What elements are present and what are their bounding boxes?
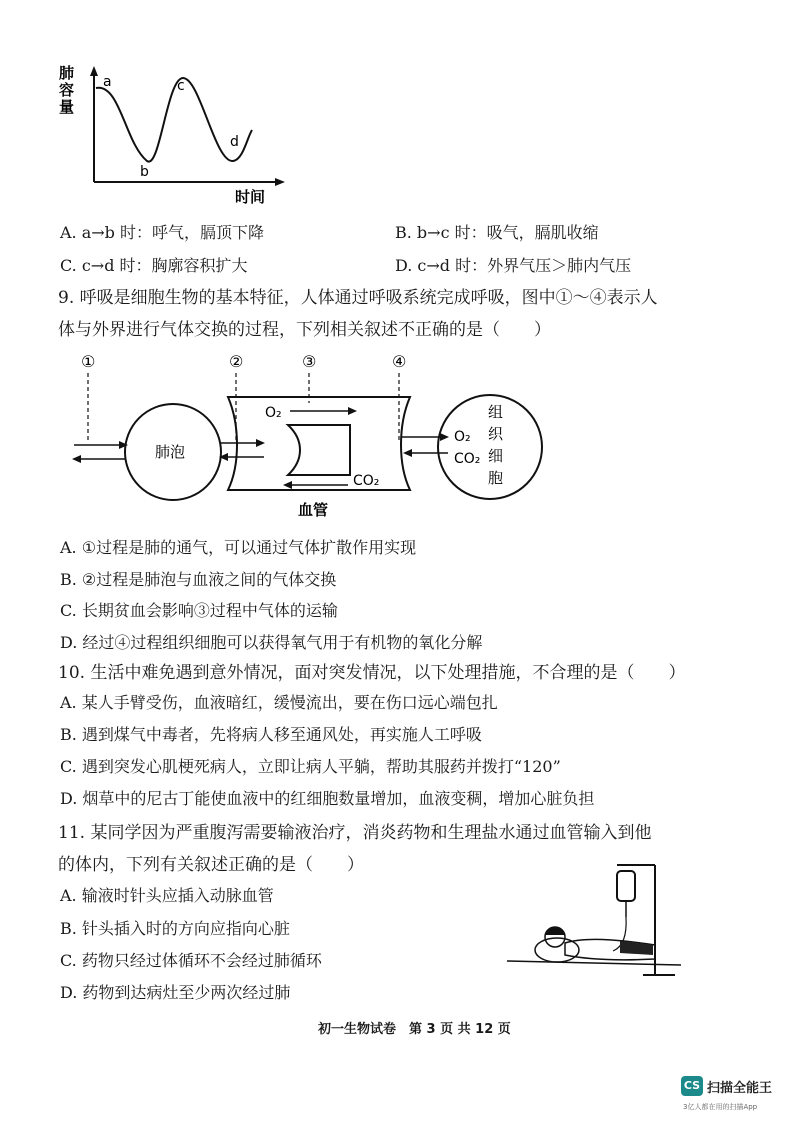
lung-volume-chart [55,58,295,208]
chart-ylabel-2: 容 [59,81,75,99]
chart-xlabel: 时间 [235,188,266,206]
chart-y-arrow [90,66,98,76]
q11-option-d: D. 药物到达病灶至少两次经过肺 [60,983,291,1002]
scanner-watermark [681,1076,791,1120]
iv-drip-illustration [505,855,705,985]
point-label-b: b [140,164,149,180]
cell-o2: O₂ [454,429,471,445]
point-label-c: c [177,78,185,94]
patient-hair [545,928,565,936]
marker-2: ② [229,352,244,371]
lung-volume-curve [96,78,252,162]
alveolus-label: 肺泡 [155,443,186,461]
cell-label-2: 织 [488,425,504,443]
vessel-o2-arrowhead [348,407,357,415]
chart-ylabel-1: 肺 [59,64,75,82]
q8-option-c: C. c→d 时：胸廓容积扩大 [60,256,248,275]
q10-option-c: C. 遇到突发心肌梗死病人，立即让病人平躺，帮助其服药并拨打“120” [60,757,561,776]
q10-option-a: A. 某人手臂受伤，血液暗红，缓慢流出，要在伤口远心端包扎 [60,693,498,712]
exchange-4-in-head [440,433,449,441]
cell-co2: CO₂ [454,451,481,467]
cell-label-3: 细 [488,447,504,465]
vessel-co2-arrowhead [283,481,292,489]
q9-option-a: A. ①过程是肺的通气，可以通过气体扩散作用实现 [60,538,417,557]
point-label-a: a [103,74,112,90]
q11-stem-line2: 的体内，下列有关叙述正确的是（ ） [58,855,364,875]
q9-option-d: D. 经过④过程组织细胞可以获得氧气用于有机物的氧化分解 [60,633,483,652]
q11-stem-line1: 11. 某同学因为严重腹泻需要输液治疗，消炎药物和生理盐水通过血管输入到他 [58,823,652,843]
exchange-2-in-head [256,439,265,447]
marker-4: ④ [392,352,407,371]
scanner-app-name: 扫描全能王 [707,1081,773,1096]
exchange-4-out-head [403,449,412,457]
point-label-d: d [230,134,239,150]
q9-option-b: B. ②过程是肺泡与血液之间的气体交换 [60,570,337,589]
marker-3: ③ [302,352,317,371]
patient-legs [620,941,653,955]
chart-x-arrow [275,178,285,186]
q9-option-c: C. 长期贫血会影响③过程中气体的运输 [60,601,338,620]
vessel-co2: CO₂ [353,473,380,489]
chart-ylabel-3: 量 [59,98,75,116]
red-blood-cell [288,425,350,475]
q9-stem-line2: 体与外界进行气体交换的过程，下列相关叙述不正确的是（ ） [58,320,551,340]
marker-1: ① [81,352,96,371]
cell-label-4: 胞 [488,469,504,487]
cell-label-1: 组 [488,403,504,421]
q10-stem: 10. 生活中难免遇到意外情况，面对突发情况，以下处理措施，不合理的是（ ） [58,663,686,683]
scanner-app-tagline: 3亿人都在用的扫描App [683,1103,758,1111]
cs-logo: CS [681,1076,703,1096]
vessel-o2: O₂ [265,405,282,421]
q10-option-d: D. 烟草中的尼古丁能使血液中的红细胞数量增加，血液变稠，增加心脏负担 [60,789,595,808]
q11-option-a: A. 输液时针头应插入动脉血管 [60,886,274,905]
q11-option-c: C. 药物只经过体循环不会经过肺循环 [60,951,322,970]
q8-option-b: B. b→c 时：吸气，膈肌收缩 [395,223,599,242]
q9-stem-line1: 9. 呼吸是细胞生物的基本特征，人体通过呼吸系统完成呼吸，图中①～④表示人 [58,288,658,308]
airway-out-arrowhead [72,455,81,463]
q10-option-b: B. 遇到煤气中毒者，先将病人移至通风处，再实施人工呼吸 [60,725,482,744]
q11-option-b: B. 针头插入时的方向应指向心脏 [60,919,290,938]
page-footer: 初一生物试卷 第 3 页 共 12 页 [318,1022,511,1037]
iv-bottle [617,871,635,901]
q8-option-a: A. a→b 时：呼气，膈顶下降 [60,223,265,242]
q8-option-d: D. c→d 时：外界气压＞肺内气压 [395,256,632,275]
gas-exchange-diagram [60,345,680,525]
vessel-label: 血管 [298,501,329,519]
